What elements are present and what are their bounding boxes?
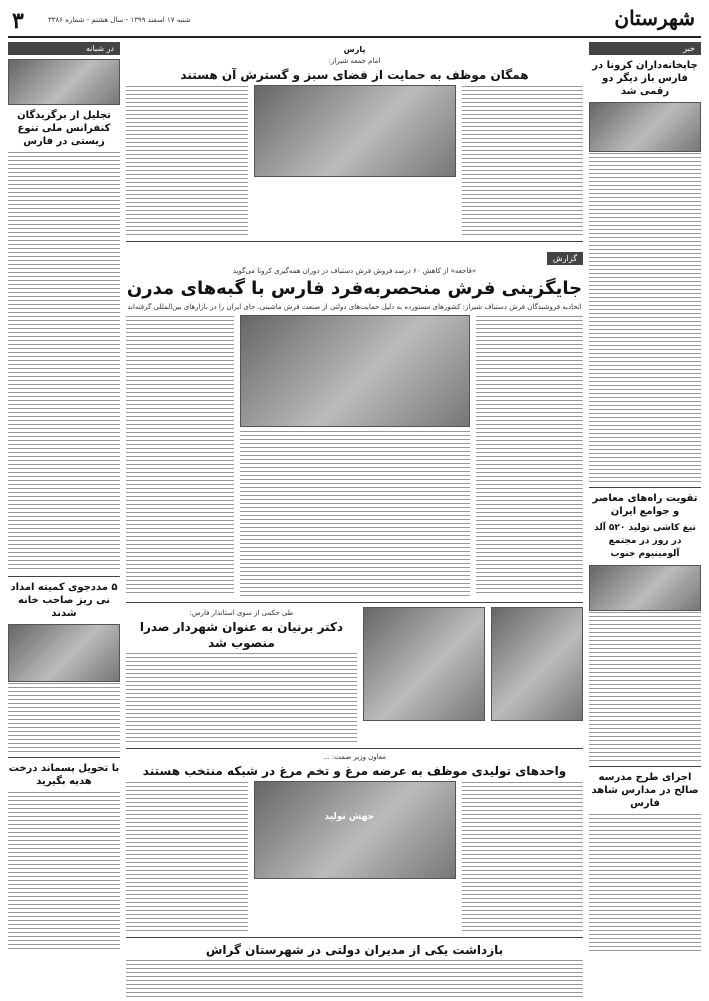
mayor-byline: طی حکمی از سوی استاندار فارس:	[189, 609, 294, 617]
newspaper-logo: شهرستان	[614, 6, 695, 30]
left-story2-headline: ۵ مددجوی کمیته امداد نی ریز صاحب خانه شدند	[10, 582, 118, 619]
left-photo	[8, 59, 120, 105]
right-headline: چاپخانه‌داران کرونا در فارس باز دیگر دو رقمی شد	[592, 60, 698, 97]
main-subheadline: اتحادیه فروشندگان فرش دستباف شیراز: کشورهای مستورده به دلیل حمایت‌های دولتی از صنعت فرش ماشینی، جای ایران را در بازارهای بین‌المللی گرفته‌اند	[127, 303, 582, 311]
left-story2-body	[8, 683, 120, 753]
top-headline: همگان موظف به حمایت از فضای سبز و گسترش آن هستند	[180, 68, 529, 82]
mayor-photo-2	[491, 607, 583, 721]
left-story3-body	[8, 792, 120, 952]
main-section-tag: گزارش	[547, 252, 583, 265]
poultry-kicker: معاون وزیر صمت: ...	[323, 753, 386, 761]
top-body-left	[462, 86, 584, 236]
top-section-label: پارس	[343, 45, 366, 54]
dateline: شنبه ۱۷ اسفند ۱۳۹۹ - سال هشتم - شماره ۳۳۸۶	[48, 16, 191, 24]
mayor-headline: دکتر برنیان به عنوان شهردار صدرا منصوب شد	[139, 620, 344, 650]
poultry-photo-caption: جهش تولید	[324, 812, 375, 822]
right-story2-body	[589, 612, 701, 762]
top-byline: امام جمعه شیراز:	[328, 57, 381, 65]
main-headline: جایگزینی فرش منحصربه‌فرد فارس با گبه‌های مدرن	[126, 278, 583, 299]
bottom-body	[126, 960, 583, 1000]
left-story2-photo	[8, 624, 120, 682]
right-story3-headline: اجرای طرح مدرسه صالح در مدارس شاهد فارس	[591, 772, 699, 809]
right-story3-body	[589, 814, 701, 954]
poultry-body-left	[462, 782, 584, 932]
bottom-headline: بازداشت یکی از مدیران دولتی در شهرستان گراش	[205, 943, 504, 957]
right-photo	[589, 102, 701, 152]
top-body-right	[126, 86, 248, 236]
left-column	[8, 42, 120, 953]
right-section-tag: خبر	[589, 42, 701, 55]
poultry-headline: واحدهای تولیدی موظف به عرضه مرغ و تخم مرغ در شبکه منتخب هستند	[142, 764, 567, 778]
masthead	[8, 6, 701, 38]
mayor-photo	[363, 607, 485, 721]
right-body-text	[589, 153, 701, 483]
poultry-body-right	[126, 782, 248, 932]
main-body-right	[126, 316, 234, 596]
poultry-photo	[254, 781, 456, 879]
left-headline: تجلیل از برگزیدگان کنفرانس ملی تنوع زیستی در فارس	[17, 110, 111, 147]
right-story2-photo	[589, 565, 701, 611]
main-photo	[240, 315, 470, 427]
main-kicker: «فاجعه» از کاهش ۶۰ درصد فروش فرش دستباف در دوران همه‌گیری کرونا می‌گوید	[232, 267, 477, 275]
mayor-body	[126, 653, 357, 743]
right-story2-headline: تقویت راه‌های معاصر و جوامع ایران	[592, 493, 698, 517]
top-photo	[254, 85, 456, 177]
left-body-text	[8, 152, 120, 572]
page-number: ۳	[12, 8, 24, 34]
main-body-left	[476, 316, 584, 596]
left-story3-headline: با تحویل پسماند درخت هدیه بگیرید	[8, 763, 120, 787]
right-column	[589, 42, 701, 955]
main-column	[126, 42, 583, 1001]
main-body-mid	[240, 431, 470, 597]
right-story2-sub: تیغ کاشی تولید ۵۲۰ آلد در روز در مجتمع آلومینیوم جنوب	[594, 523, 696, 559]
left-section-tag: در شبانه	[8, 42, 120, 55]
